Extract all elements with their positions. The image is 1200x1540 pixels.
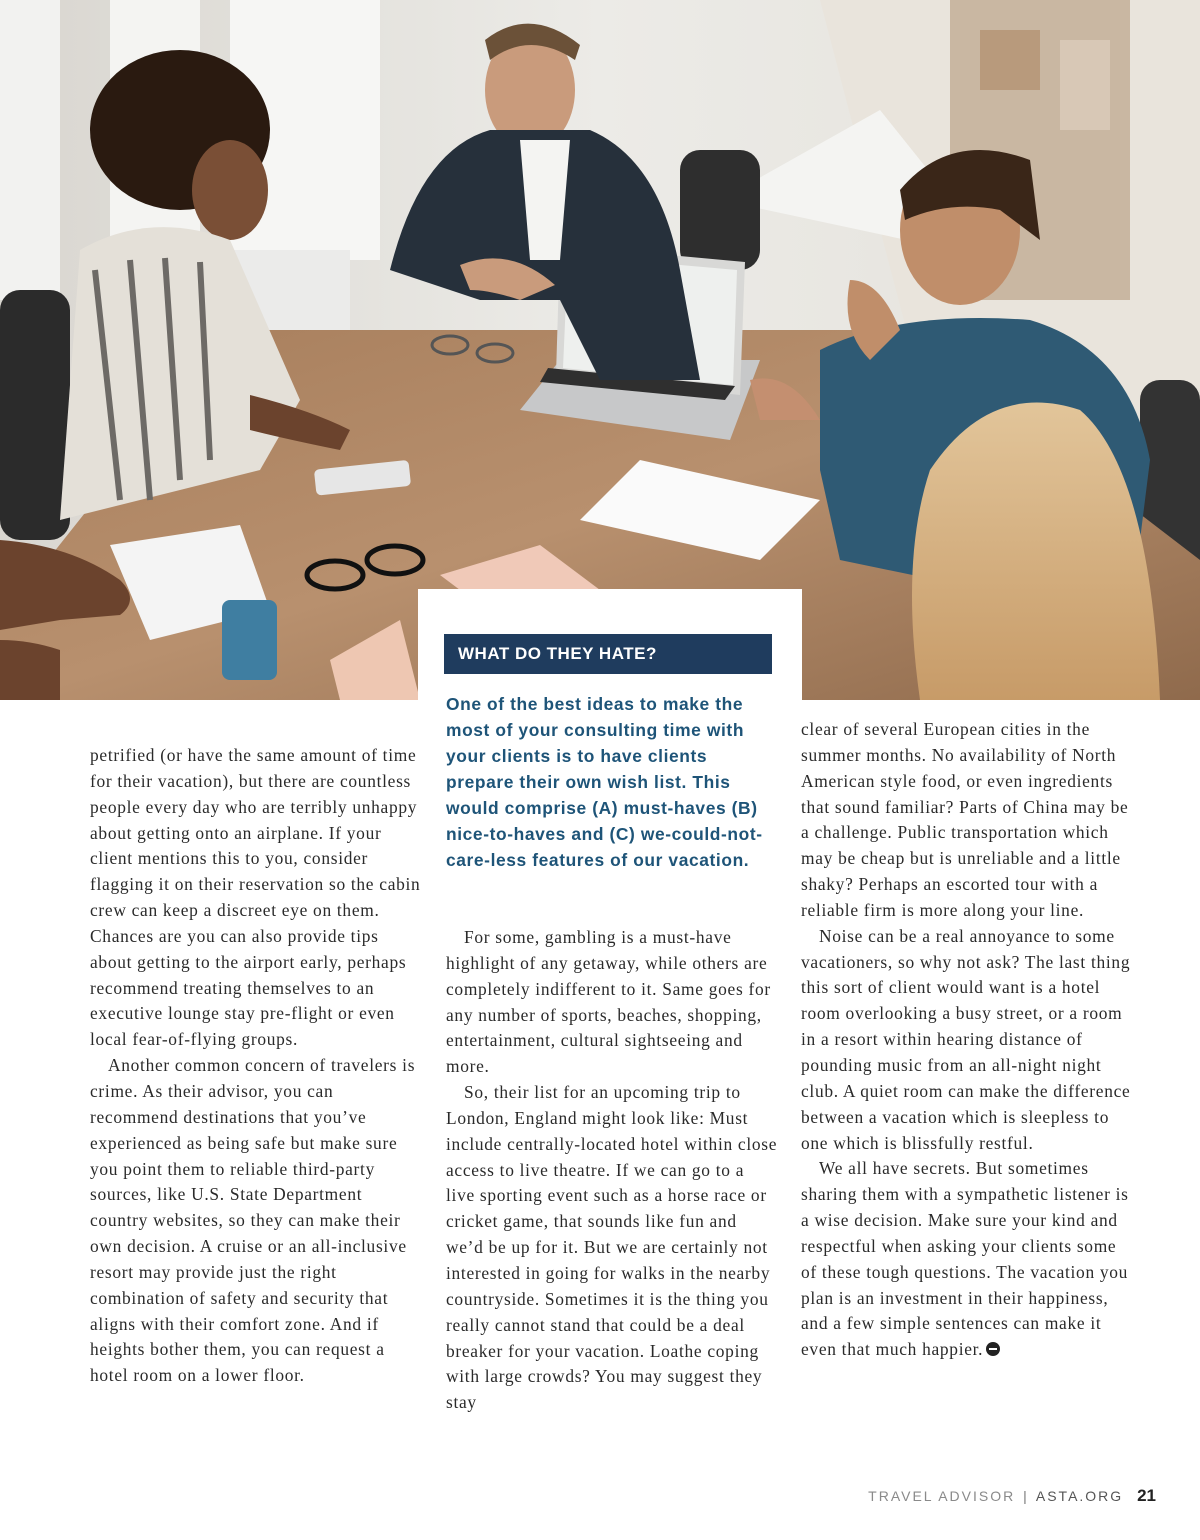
body-column-3 [801, 717, 1133, 1363]
body-column-1 [90, 743, 422, 1389]
paragraph: clear of several European cities in the summer months. No availability of North American style food, or even ingredients that sound familiar? Parts of China may be a challenge. Public transportation which may be cheap but is unreliable and a little shaky? Perhaps an escorted tour with a reliable firm is more along your line. [801, 719, 1129, 920]
end-mark-icon [986, 1342, 1000, 1356]
section-heading-banner [444, 634, 772, 674]
paragraph: Noise can be a real annoyance to some vacationers, so why not ask? The last thing this sort of client would want is a hotel room overlooking a busy street, or a room in a resort within hearing distance of pounding music from an all-night night club. A quiet room can make the difference between a vacation which is sleepless to one which is blissfully restful. [801, 925, 1131, 1153]
paragraph-final [801, 1156, 1133, 1363]
body-column-2 [446, 925, 778, 1416]
site-name: ASTA.ORG [1035, 1488, 1124, 1504]
paragraph: So, their list for an upcoming trip to London, England might look like: Must include centrally-located hotel within close access to live theatre. If we can go to a live sporting event such as a horse race or cricket game, that sounds like fun and we’d be up for it. But we are certainly not interested in going for walks in the nearby countryside. Sometimes it is the thing you really cannot stand that could be a deal breaker for your vacation. Loathe coping with large crowds? You may suggest they stay [446, 1082, 778, 1413]
page-number: 21 [1137, 1486, 1156, 1505]
footer-separator: | [1023, 1488, 1027, 1504]
pull-quote: One of the best ideas to make the most of your consulting time with your clients is to have clients prepare their own wish list. This would comprise (A) must-haves (B) nice-to-haves and (C) we-could-not-care-less features of our vacation. [446, 694, 763, 870]
paragraph: For some, gambling is a must-have highlight of any getaway, while others are completely indifferent to it. Same goes for any number of sports, beaches, shopping, entertainment, cultural sightseeing and more. [446, 927, 771, 1077]
page-footer [868, 1486, 1156, 1506]
paragraph: petrified (or have the same amount of time for their vacation), but there are countless people every day who are terribly unhappy about getting onto an airplane. If your client mentions this to you, consider flagging it on their reservation so the cabin crew can keep a discreet eye on them. Chances are you can also provide tips about getting to the airport early, perhaps recommend treating themselves to an executive lounge stay pre-flight or even local fear-of-flying groups. [90, 745, 421, 1050]
paragraph: Another common concern of travelers is crime. As their advisor, you can recommend destinations that you’ve experienced as being safe but make sure you point them to reliable third-party sources, like U.S. State Department country websites, so they can make their own decision. A cruise or an all-inclusive resort may provide just the right combination of safety and security that aligns with their comfort zone. And if heights bother them, you can request a hotel room on a lower floor. [90, 1055, 416, 1386]
publication-name: TRAVEL ADVISOR [868, 1488, 1016, 1504]
section-heading: WHAT DO THEY HATE? [458, 644, 657, 663]
paragraph-text: We all have secrets. But sometimes sharing them with a sympathetic listener is a wise decision. Make sure your kind and respectful when asking your clients some of these tough questions. The vacation you plan is an investment in their happiness, and a few simple sentences can make it even that much happier. [801, 1158, 1129, 1360]
